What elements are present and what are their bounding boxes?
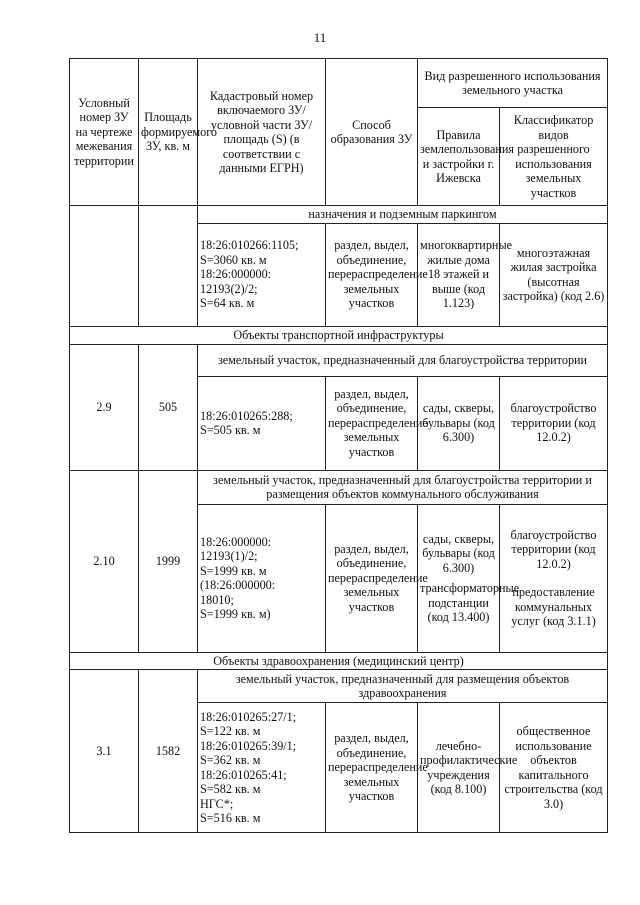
cont-rules: многоквартирные жилые дома 18 этажей и выше (код 1.123)	[418, 223, 500, 326]
plot-2-9-classifier: благоустройство территории (код 12.0.2)	[500, 376, 608, 470]
plot-3-1-cadastral-line: 18:26:010265:39/1;	[200, 738, 297, 753]
plot-3-1-cadastral-line: 18:26:010265:41;	[200, 767, 287, 782]
plot-2-10-rules	[418, 504, 520, 652]
plot-3-1-cadastral-line: S=582 кв. м	[200, 782, 261, 796]
plot-3-1-rules: лечебно-профилактические учреждения (код 8.100)	[418, 703, 500, 833]
header-row	[70, 59, 608, 108]
plot-3-1-number: 3.1	[70, 670, 139, 833]
plot-2-10-cadastral-line: S=1999 кв. м)	[200, 607, 271, 621]
plot-2-10-cadastral-line: 18010;	[200, 592, 234, 607]
cont-cadastral-line: 18:26:010266:1105;	[200, 238, 299, 253]
cont-cadastral-line: S=3060 кв. м	[200, 252, 267, 267]
header-plot-number: Условный номер ЗУ на чертеже межевания территории	[70, 59, 139, 206]
plot-3-1-cadastral	[198, 703, 326, 833]
plot-2-9-method: раздел, выдел, объединение, перераспределение земельных участков	[326, 376, 418, 470]
plot-2-10-cadastral-line: 18:26:000000:	[200, 534, 272, 549]
cont-plot-area	[139, 206, 198, 327]
plot-2-10-purpose-row	[70, 470, 608, 504]
plot-3-1-classifier: общественное использование объектов капитального строительства (код 3.0)	[500, 703, 608, 833]
section-row-transport	[70, 326, 608, 344]
plot-3-1-cadastral-line: S=362 кв. м	[200, 753, 261, 767]
land-plots-table	[69, 58, 608, 833]
cont-classifier: многоэтажная жилая застройка (высотная застройка) (код 2.6)	[500, 223, 608, 326]
plot-2-10-classifier	[500, 504, 608, 652]
plot-2-9-rules: сады, скверы, бульвары (код 6.300)	[418, 376, 500, 470]
section-health: Объекты здравоохранения (медицинский центр)	[70, 652, 608, 670]
plot-2-9-number: 2.9	[70, 344, 139, 470]
cont-method: раздел, выдел, объединение, перераспределение земельных участков	[326, 223, 418, 326]
plot-3-1-cadastral-line: 18:26:010265:27/1;	[200, 709, 297, 724]
plot-2-10-method: раздел, выдел, объединение, перераспределение земельных участков	[326, 504, 418, 652]
plot-2-10-number: 2.10	[70, 470, 139, 652]
plot-2-10-classifier-landscaping: благоустройство территории (код 12.0.2)	[510, 527, 597, 571]
plot-2-9-area: 505	[139, 344, 198, 470]
plot-2-9-purpose-row	[70, 344, 608, 376]
plot-2-10-cadastral	[198, 504, 326, 652]
page-number: 11	[313, 30, 327, 45]
section-row-health	[70, 652, 608, 670]
plot-2-10-area: 1999	[139, 470, 198, 652]
header-plot-area: Площадь формируемого ЗУ, кв. м	[139, 59, 198, 206]
plot-3-1-area: 1582	[139, 670, 198, 833]
header-permitted-use: Вид разрешенного использования земельного участка	[418, 59, 608, 108]
plot-3-1-purpose-row	[70, 670, 608, 703]
plot-2-9-cadastral-line: S=505 кв. м	[200, 423, 261, 437]
plot-2-10-cadastral-line: (18:26:000000:	[200, 578, 276, 592]
plot-2-10-cadastral-line: 12193(1)/2;	[200, 549, 258, 563]
cont-plot-number	[70, 206, 139, 327]
cont-purpose: назначения и подземным паркингом	[198, 206, 608, 224]
plot-3-1-method: раздел, выдел, объединение, перераспределение земельных участков	[326, 703, 418, 833]
header-cadastral-number: Кадастровый номер включаемого ЗУ/ условной части ЗУ/ площадь (S) (в соответствии с данными ЕГРН)	[198, 59, 326, 206]
cont-cadastral	[198, 223, 326, 326]
plot-3-1-cadastral-line: S=516 кв. м	[200, 811, 261, 825]
plot-2-10-cadastral-line: S=1999 кв. м	[200, 563, 267, 578]
plot-2-9-cadastral	[198, 376, 326, 470]
header-use-classifier: Классификатор видов разрешенного использования земельных участков	[500, 108, 608, 206]
cont-cadastral-line: 18:26:000000:	[200, 267, 272, 282]
cont-purpose-row	[70, 206, 608, 224]
plot-3-1-cadastral-line: НГС*;	[200, 796, 234, 811]
plot-2-10-classifier-utilities: предоставление коммунальных услуг (код 3.1.1)	[511, 585, 596, 628]
cont-cadastral-line: 12193(2)/2;	[200, 281, 258, 296]
cont-cadastral-line: S=64 кв. м	[200, 296, 255, 311]
header-formation-method: Способ образования ЗУ	[326, 59, 418, 206]
plot-2-9-cadastral-line: 18:26:010265:288;	[200, 408, 293, 423]
plot-2-10-purpose: земельный участок, предназначенный для благоустройства территории и размещения объектов коммунального обслуживания	[198, 470, 608, 504]
plot-2-10-rules-substations: трансформаторные подстанции (код 13.400)	[420, 581, 520, 624]
section-transport: Объекты транспортной инфраструктуры	[70, 326, 608, 344]
header-zoning-rules: Правила землепользования и застройки г. Ижевска	[418, 108, 500, 206]
plot-2-9-purpose: земельный участок, предназначенный для благоустройства территории	[198, 344, 608, 376]
plot-3-1-cadastral-line: S=122 кв. м	[200, 724, 261, 738]
plot-2-10-rules-parks: сады, скверы, бульвары (код 6.300)	[422, 531, 495, 575]
plot-3-1-purpose: земельный участок, предназначенный для размещения объектов здравоохранения	[198, 670, 608, 703]
